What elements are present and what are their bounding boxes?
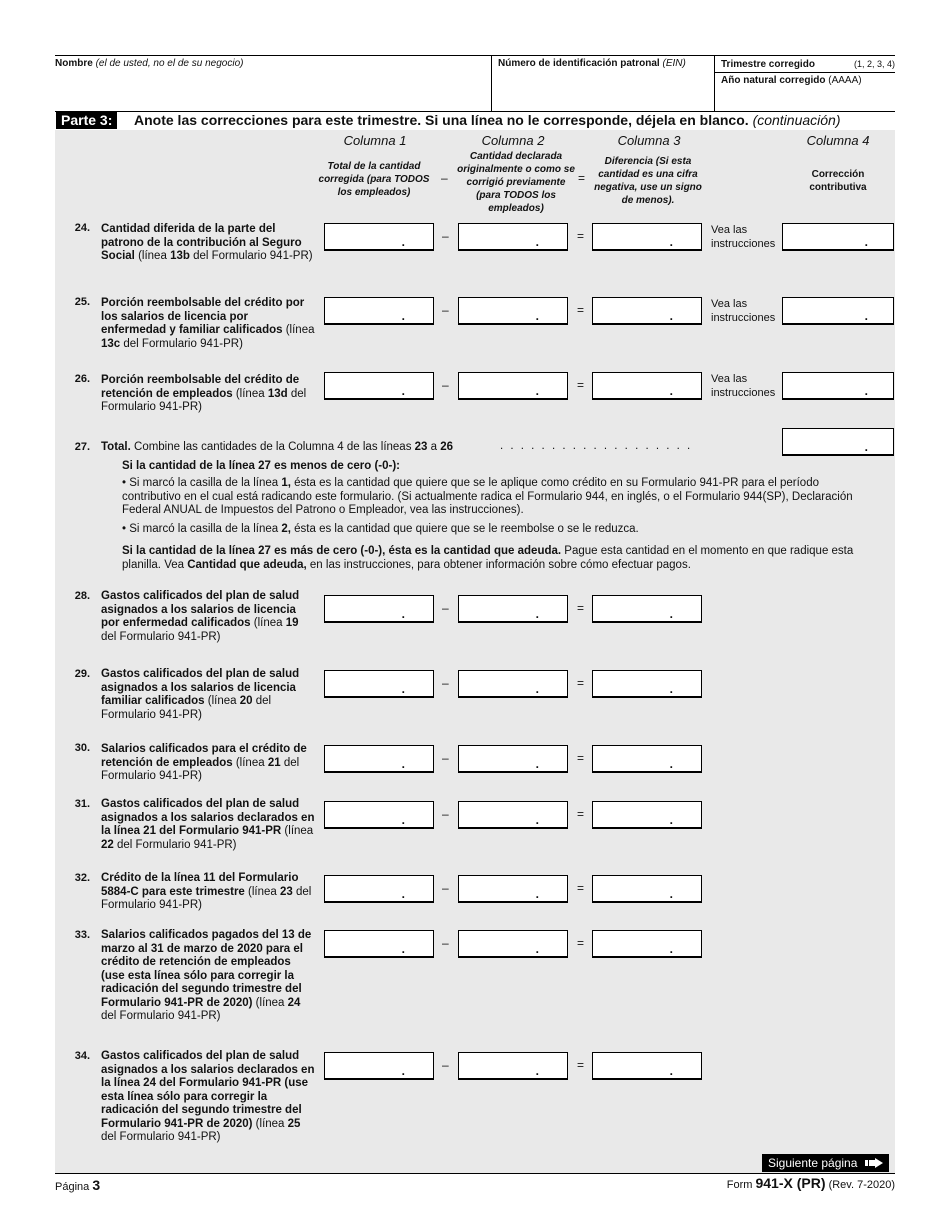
arrow-right-icon: [865, 1155, 883, 1173]
row-24-col4-input[interactable]: .: [782, 223, 894, 251]
row-25-col1-input[interactable]: .: [324, 297, 434, 325]
column-3-desc: Diferencia (Si esta cantidad es una cifra negativa, use un signo de menos).: [594, 156, 702, 206]
row-33-col2-input[interactable]: .: [458, 930, 568, 958]
row-27-less-heading: Si la cantidad de la línea 27 es menos de cero (-0-):: [122, 460, 401, 472]
minus-sign: –: [441, 171, 448, 185]
row-32-label: Crédito de la línea 11 del Formulario 5884-C para este trimestre (línea 23 del Formulario 941-PR): [101, 872, 312, 911]
minus-sign: –: [442, 303, 449, 317]
row-34-col1-input[interactable]: .: [324, 1052, 434, 1080]
row-34-label: Gastos calificados del plan de salud asignados a los salarios declarados en la línea 24 del Formulario 941-PR (use esta línea sólo para corregir la radicación del segundo trimestre del Formulario 941-PR de 2020) (línea 25 del Formulario 941-PR): [101, 1050, 315, 1143]
row-27-label: Total. Combine las cantidades de la Columna 4 de las líneas 23 a 26: [101, 441, 454, 453]
minus-sign: –: [442, 229, 449, 243]
row-33-col3-input[interactable]: .: [592, 930, 702, 958]
equals-sign: =: [577, 303, 585, 317]
equals-sign: =: [577, 807, 585, 821]
row-29-col2-input[interactable]: .: [458, 670, 568, 698]
row-25-col2-input[interactable]: .: [458, 297, 568, 325]
row-34-col3-input[interactable]: .: [592, 1052, 702, 1080]
vea-instrucciones: Vea las instrucciones: [711, 373, 776, 399]
row-30-label: Salarios calificados para el crédito de retención de empleados (línea 21 del Formulario 941-PR): [101, 743, 307, 782]
row-27-bullet-1: • Si marcó la casilla de la línea 1, ésta es la cantidad que quiere que se le aplique como crédito en su Formulario 941-PR para el período contributivo en el cual está radicando este formulario. (Si actualmente radica el Formulario 944, en inglés, o el Formulario 944(SP), Declaración Federal ANUAL de Impuestos del Patrono o Empleador, vea las instrucciones).: [122, 477, 853, 516]
row-number: 27.: [74, 441, 90, 453]
column-4-desc: Corrección contributiva: [809, 169, 867, 193]
row-28-col2-input[interactable]: .: [458, 595, 568, 623]
row-32-col1-input[interactable]: .: [324, 875, 434, 903]
nombre-field[interactable]: [56, 70, 491, 108]
row-29-col3-input[interactable]: .: [592, 670, 702, 698]
row-number: 33.: [74, 929, 90, 941]
row-27-bullet-2: • Si marcó la casilla de la línea 2, ésta es la cantidad que quiere que se le reembolse o se le reduzca.: [122, 523, 639, 535]
row-25-label: Porción reembolsable del crédito por los salarios de licencia por enfermedad y familiar calificados (línea 13c del Formulario 941-PR): [101, 297, 315, 350]
minus-sign: –: [442, 936, 449, 950]
row-25-col3-input[interactable]: .: [592, 297, 702, 325]
row-28-col1-input[interactable]: .: [324, 595, 434, 623]
minus-sign: –: [442, 807, 449, 821]
column-1-title: Columna 1: [343, 133, 407, 148]
equals-sign: =: [577, 378, 585, 392]
column-2-title: Columna 2: [481, 133, 545, 148]
equals-sign: =: [578, 171, 586, 185]
row-26-col4-input[interactable]: .: [782, 372, 894, 400]
row-number: 26.: [74, 373, 90, 385]
row-number: 32.: [74, 872, 90, 884]
form-id: Form 941-X (PR) (Rev. 7-2020): [726, 1175, 895, 1191]
equals-sign: =: [577, 676, 585, 690]
row-26-col2-input[interactable]: .: [458, 372, 568, 400]
row-24-label: Cantidad diferida de la parte del patrono de la contribución al Seguro Social (línea 13b del Formulario 941-PR): [101, 223, 313, 262]
vea-instrucciones: Vea las instrucciones: [711, 298, 776, 324]
row-31-col2-input[interactable]: .: [458, 801, 568, 829]
minus-sign: –: [442, 751, 449, 765]
header-top-rule: [55, 55, 895, 56]
row-31-col3-input[interactable]: .: [592, 801, 702, 829]
minus-sign: –: [442, 1058, 449, 1072]
column-3-title: Columna 3: [617, 133, 681, 148]
equals-sign: =: [577, 601, 585, 615]
anio-field[interactable]: [716, 88, 894, 110]
divider: [714, 72, 895, 73]
row-24-col3-input[interactable]: .: [592, 223, 702, 251]
equals-sign: =: [577, 751, 585, 765]
row-number: 28.: [74, 590, 90, 602]
row-27-more-text: Si la cantidad de la línea 27 es más de cero (-0-), ésta es la cantidad que adeuda. Pague esta cantidad en el momento en que radique esta planilla. Vea Cantidad que adeuda, en las instrucciones, para obtener información sobre cómo efectuar pagos.: [122, 545, 854, 571]
row-26-col1-input[interactable]: .: [324, 372, 434, 400]
divider: [714, 55, 715, 111]
row-number: 30.: [74, 742, 90, 754]
column-1-desc: Total de la cantidad corregida (para TODOS los empleados): [318, 161, 430, 198]
minus-sign: –: [442, 676, 449, 690]
row-32-col3-input[interactable]: .: [592, 875, 702, 903]
row-27-col4-input[interactable]: .: [782, 428, 894, 456]
page-number: Página 3: [55, 1177, 101, 1193]
row-24-col2-input[interactable]: .: [458, 223, 568, 251]
anio-label: Año natural corregido (AAAA): [721, 75, 862, 86]
column-2-desc: Cantidad declarada originalmente o como se corrigió previamente (para TODOS los empleados): [457, 151, 575, 214]
column-4-title: Columna 4: [806, 133, 870, 148]
next-page-button[interactable]: Siguiente página: [762, 1154, 889, 1172]
row-32-col2-input[interactable]: .: [458, 875, 568, 903]
row-29-label: Gastos calificados del plan de salud asignados a los salarios de licencia familiar calificados (línea 20 del Formulario 941-PR): [101, 668, 300, 721]
parte-title: Anote las correcciones para este trimestre. Si una línea no le corresponde, déjela en blanco. (continuación): [134, 112, 841, 128]
trimestre-label: Trimestre corregido (1, 2, 3, 4): [721, 59, 895, 70]
row-29-col1-input[interactable]: .: [324, 670, 434, 698]
row-number: 24.: [74, 222, 90, 234]
minus-sign: –: [442, 378, 449, 392]
equals-sign: =: [577, 936, 585, 950]
row-30-col1-input[interactable]: .: [324, 745, 434, 773]
ein-label: Número de identificación patronal (EIN): [498, 58, 686, 69]
row-34-col2-input[interactable]: .: [458, 1052, 568, 1080]
row-33-label: Salarios calificados pagados del 13 de marzo al 31 de marzo de 2020 para el crédito de retención de empleados (use esta línea sólo para corregir la radicación del segundo trimestre del Formulario 941-PR de 2020) (línea 24 del Formulario 941-PR): [101, 929, 312, 1022]
equals-sign: =: [577, 229, 585, 243]
vea-instrucciones: Vea las instrucciones: [711, 224, 776, 250]
leader-dots: . . . . . . . . . . . . . . . . . . .: [500, 440, 693, 452]
row-number: 31.: [74, 798, 90, 810]
row-28-col3-input[interactable]: .: [592, 595, 702, 623]
row-25-col4-input[interactable]: .: [782, 297, 894, 325]
minus-sign: –: [442, 881, 449, 895]
row-number: 34.: [74, 1050, 90, 1062]
row-30-col3-input[interactable]: .: [592, 745, 702, 773]
row-30-col2-input[interactable]: .: [458, 745, 568, 773]
row-31-col1-input[interactable]: .: [324, 801, 434, 829]
footer-rule: [55, 1173, 895, 1174]
row-33-col1-input[interactable]: .: [324, 930, 434, 958]
row-number: 29.: [74, 668, 90, 680]
row-28-label: Gastos calificados del plan de salud asignados a los salarios de licencia por enfermedad calificados (línea 19 del Formulario 941-PR): [101, 590, 300, 643]
row-26-col3-input[interactable]: .: [592, 372, 702, 400]
minus-sign: –: [442, 601, 449, 615]
ein-field[interactable]: [492, 70, 714, 108]
nombre-label: Nombre (el de usted, no el de su negocio): [55, 58, 244, 69]
row-26-label: Porción reembolsable del crédito de retención de empleados (línea 13d del Formulario 941-PR): [101, 374, 307, 413]
row-24-col1-input[interactable]: .: [324, 223, 434, 251]
equals-sign: =: [577, 1058, 585, 1072]
parte-badge: Parte 3:: [56, 112, 117, 129]
equals-sign: =: [577, 881, 585, 895]
row-number: 25.: [74, 296, 90, 308]
row-31-label: Gastos calificados del plan de salud asignados a los salarios declarados en la línea 21 del Formulario 941-PR (línea 22 del Formulario 941-PR): [101, 798, 315, 851]
